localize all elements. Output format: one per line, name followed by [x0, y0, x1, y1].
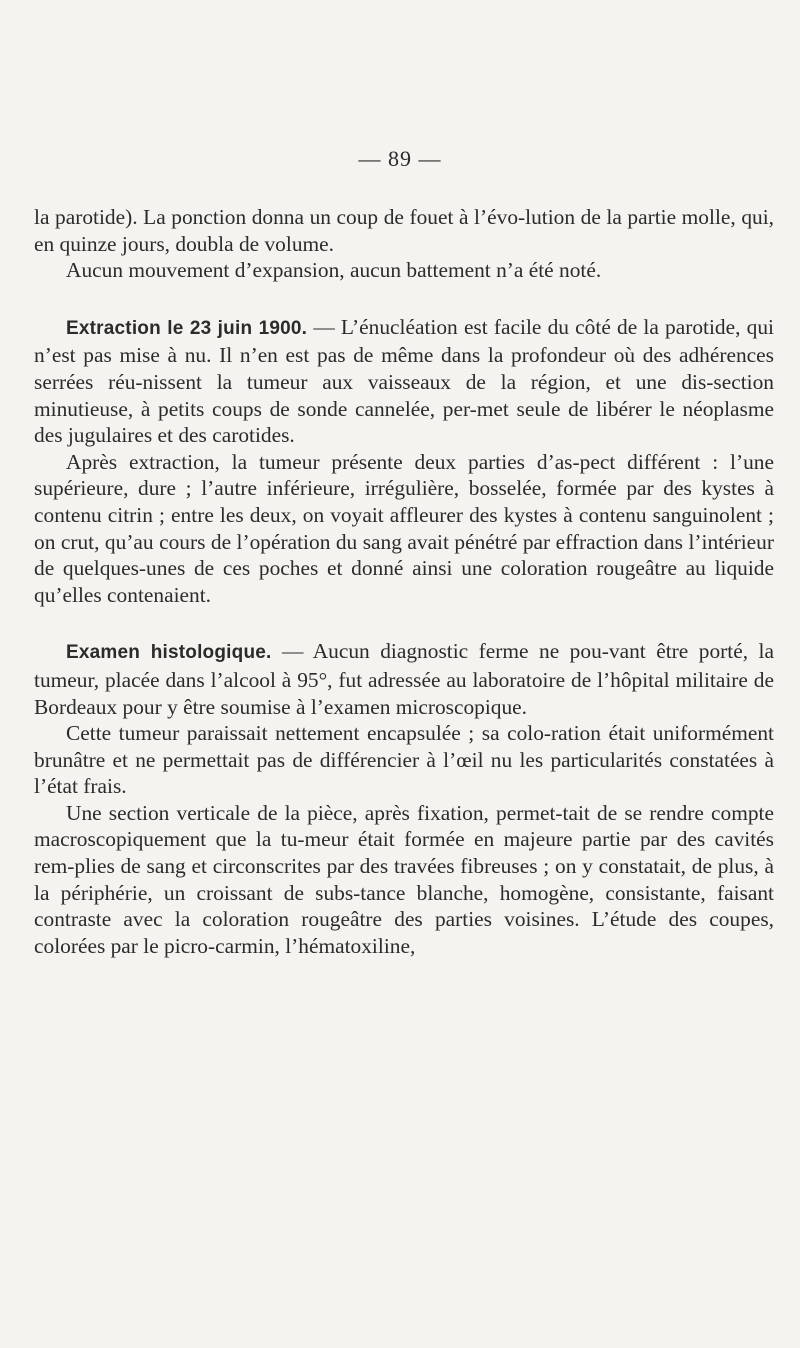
paragraph-6	[34, 720, 774, 800]
paragraph-4	[34, 449, 774, 609]
paragraph-text: — Aucun diagnostic ferme ne pou-vant être porté, la tumeur, placée dans l’alcool à 95°, fut adressée au laboratoire de l’hôpital militaire de Bordeaux pour y être soumise à l’examen microscopique.	[34, 639, 774, 719]
paragraph-7	[34, 800, 774, 960]
paragraph-2	[34, 257, 774, 284]
paragraph-text: Aucun mouvement d’expansion, aucun battement n’a été noté.	[66, 258, 602, 283]
paragraph-text: Après extraction, la tumeur présente deux parties d’as-pect différent : l’une supérieure, dure ; l’autre inférieure, irrégulière, bosselée, formée par des kystes à contenu citrin ; entre les deux, on voyait affleurer des kystes à contenu sanguinolent ; on crut, qu’au cours de l’opération du sang avait pénétré par effraction dans l’intérieur de quelques-unes de ces poches et donné ainsi une coloration rougeâtre au liquide qu’elles contenaient.	[34, 449, 774, 607]
paragraph-examen	[34, 638, 774, 720]
paragraph-1	[34, 204, 774, 257]
paragraph-text: Cette tumeur paraissait nettement encapsulée ; sa colo-ration était uniformément brunâtre et ne permettait pas de différencier à l’œil nu les particularités constatées à l’état frais.	[34, 721, 774, 799]
paragraph-text: la parotide). La ponction donna un coup de fouet à l’évo-lution de la partie molle, qui, en quinze jours, doubla de volume.	[34, 205, 774, 256]
body-text	[34, 204, 774, 959]
paragraph-text: Une section verticale de la pièce, après fixation, permet-tait de se rendre compte macroscopiquement que la tu-meur était formée en majeure partie par des cavités rem-plies de sang et circonscrites par des travées fibreuses ; on y constatait, de plus, à la périphérie, un croissant de subs-tance blanche, homogène, consistante, faisant contraste avec la coloration rougeâtre des parties voisines. L’étude des coupes, colorées par le picro-carmin, l’hématoxiline,	[34, 800, 774, 958]
paragraph-text: — L’énucléation est facile du côté de la parotide, qui n’est pas mise à nu. Il n’en est pas de même dans la profondeur où des adhérences serrées réu-nissent la tumeur aux vaisseaux de la région, et une dis-section minutieuse, à petits coups de sonde cannelée, per-met seule de libérer le néoplasme des jugulaires et des carotides.	[34, 314, 774, 448]
page-number: — 89 —	[358, 146, 442, 171]
paragraph-extraction	[34, 314, 774, 449]
section-heading-examen: Examen histologique.	[66, 642, 272, 664]
section-heading-extraction: Extraction le 23 juin 1900.	[66, 317, 308, 339]
